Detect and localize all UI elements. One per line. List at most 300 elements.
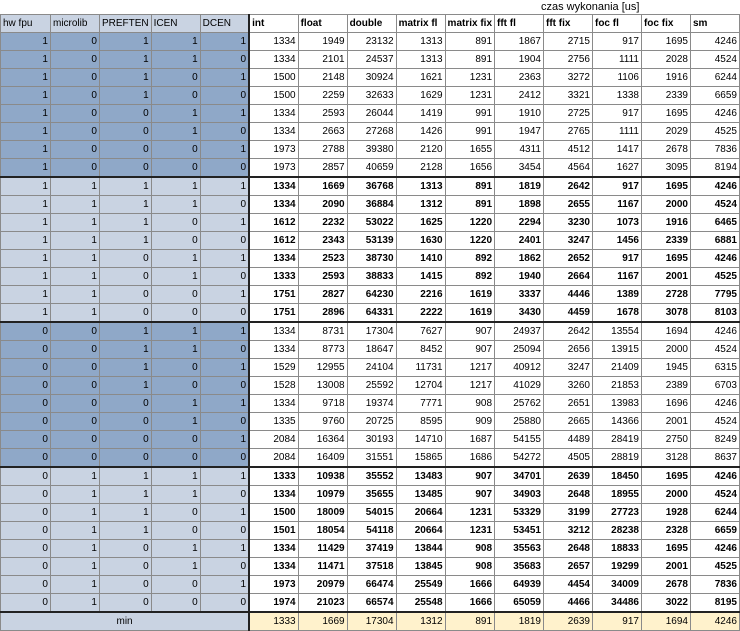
config-cell[interactable]: 0 xyxy=(200,232,249,250)
config-cell[interactable]: 0 xyxy=(200,51,249,69)
value-cell[interactable]: 1819 xyxy=(495,177,544,196)
config-cell[interactable]: 1 xyxy=(1,123,51,141)
value-cell[interactable]: 10979 xyxy=(298,486,347,504)
config-cell[interactable]: 1 xyxy=(50,558,99,576)
value-cell[interactable]: 3212 xyxy=(544,522,593,540)
value-cell[interactable]: 17304 xyxy=(347,322,396,341)
config-cell[interactable]: 1 xyxy=(1,141,51,159)
config-cell[interactable]: 0 xyxy=(99,123,151,141)
value-cell[interactable]: 20725 xyxy=(347,413,396,431)
header-cell-sm[interactable]: sm xyxy=(690,15,739,33)
value-cell[interactable]: 2593 xyxy=(298,105,347,123)
value-cell[interactable]: 6244 xyxy=(690,69,739,87)
value-cell[interactable]: 2678 xyxy=(641,141,690,159)
value-cell[interactable]: 1334 xyxy=(249,105,298,123)
config-cell[interactable]: 0 xyxy=(1,558,51,576)
config-cell[interactable]: 1 xyxy=(50,540,99,558)
value-cell[interactable]: 7836 xyxy=(690,141,739,159)
config-cell[interactable]: 1 xyxy=(50,232,99,250)
config-cell[interactable]: 1 xyxy=(1,268,51,286)
value-cell[interactable]: 2412 xyxy=(495,87,544,105)
config-cell[interactable]: 0 xyxy=(151,214,200,232)
value-cell[interactable]: 1334 xyxy=(249,123,298,141)
config-cell[interactable]: 0 xyxy=(1,594,51,613)
value-cell[interactable]: 4524 xyxy=(690,413,739,431)
config-cell[interactable]: 1 xyxy=(151,413,200,431)
value-cell[interactable]: 1695 xyxy=(641,540,690,558)
value-cell[interactable]: 3128 xyxy=(641,449,690,468)
config-cell[interactable]: 0 xyxy=(151,87,200,105)
config-cell[interactable]: 0 xyxy=(151,377,200,395)
config-cell[interactable]: 0 xyxy=(99,395,151,413)
value-cell[interactable]: 1910 xyxy=(495,105,544,123)
value-cell[interactable]: 12704 xyxy=(396,377,445,395)
min-value-cell[interactable]: 1669 xyxy=(298,612,347,631)
value-cell[interactable]: 11429 xyxy=(298,540,347,558)
value-cell[interactable]: 1333 xyxy=(249,268,298,286)
value-cell[interactable]: 1974 xyxy=(249,594,298,613)
config-cell[interactable]: 0 xyxy=(1,522,51,540)
config-cell[interactable]: 0 xyxy=(99,250,151,268)
value-cell[interactable]: 2678 xyxy=(641,576,690,594)
config-cell[interactable]: 1 xyxy=(200,286,249,304)
config-cell[interactable]: 0 xyxy=(50,322,99,341)
config-cell[interactable]: 1 xyxy=(50,304,99,323)
value-cell[interactable]: 16409 xyxy=(298,449,347,468)
min-value-cell[interactable]: 1312 xyxy=(396,612,445,631)
header-cell-float[interactable]: float xyxy=(298,15,347,33)
header-cell-fft-fl[interactable]: fft fl xyxy=(495,15,544,33)
value-cell[interactable]: 21853 xyxy=(592,377,641,395)
value-cell[interactable]: 891 xyxy=(445,177,494,196)
config-cell[interactable]: 0 xyxy=(50,51,99,69)
value-cell[interactable]: 21023 xyxy=(298,594,347,613)
value-cell[interactable]: 2001 xyxy=(641,268,690,286)
value-cell[interactable]: 4446 xyxy=(544,286,593,304)
config-cell[interactable]: 0 xyxy=(99,286,151,304)
value-cell[interactable]: 66474 xyxy=(347,576,396,594)
config-cell[interactable]: 1 xyxy=(200,141,249,159)
value-cell[interactable]: 1696 xyxy=(641,395,690,413)
config-cell[interactable]: 1 xyxy=(200,214,249,232)
value-cell[interactable]: 1940 xyxy=(495,268,544,286)
config-cell[interactable]: 1 xyxy=(99,504,151,522)
config-cell[interactable]: 0 xyxy=(99,268,151,286)
value-cell[interactable]: 13483 xyxy=(396,467,445,486)
config-cell[interactable]: 1 xyxy=(50,268,99,286)
value-cell[interactable]: 2001 xyxy=(641,558,690,576)
config-cell[interactable]: 1 xyxy=(50,594,99,613)
value-cell[interactable]: 3337 xyxy=(495,286,544,304)
value-cell[interactable]: 1334 xyxy=(249,341,298,359)
config-cell[interactable]: 1 xyxy=(151,395,200,413)
value-cell[interactable]: 1695 xyxy=(641,105,690,123)
config-cell[interactable]: 0 xyxy=(1,504,51,522)
value-cell[interactable]: 12955 xyxy=(298,359,347,377)
value-cell[interactable]: 2001 xyxy=(641,413,690,431)
value-cell[interactable]: 13485 xyxy=(396,486,445,504)
value-cell[interactable]: 1334 xyxy=(249,33,298,51)
value-cell[interactable]: 54118 xyxy=(347,522,396,540)
value-cell[interactable]: 9760 xyxy=(298,413,347,431)
config-cell[interactable]: 0 xyxy=(50,87,99,105)
config-cell[interactable]: 0 xyxy=(50,141,99,159)
value-cell[interactable]: 4246 xyxy=(690,395,739,413)
config-cell[interactable]: 0 xyxy=(151,232,200,250)
value-cell[interactable]: 23132 xyxy=(347,33,396,51)
config-cell[interactable]: 0 xyxy=(50,413,99,431)
config-cell[interactable]: 1 xyxy=(50,486,99,504)
value-cell[interactable]: 38730 xyxy=(347,250,396,268)
value-cell[interactable]: 909 xyxy=(445,413,494,431)
header-cell-icen[interactable]: ICEN xyxy=(151,15,200,33)
value-cell[interactable]: 3022 xyxy=(641,594,690,613)
value-cell[interactable]: 1313 xyxy=(396,177,445,196)
config-cell[interactable]: 1 xyxy=(151,123,200,141)
value-cell[interactable]: 13554 xyxy=(592,322,641,341)
value-cell[interactable]: 1111 xyxy=(592,123,641,141)
value-cell[interactable]: 1916 xyxy=(641,69,690,87)
value-cell[interactable]: 37518 xyxy=(347,558,396,576)
config-cell[interactable]: 0 xyxy=(200,377,249,395)
config-cell[interactable]: 1 xyxy=(99,232,151,250)
value-cell[interactable]: 3247 xyxy=(544,232,593,250)
value-cell[interactable]: 2648 xyxy=(544,486,593,504)
value-cell[interactable]: 64331 xyxy=(347,304,396,323)
value-cell[interactable]: 1501 xyxy=(249,522,298,540)
value-cell[interactable]: 2657 xyxy=(544,558,593,576)
value-cell[interactable]: 1678 xyxy=(592,304,641,323)
value-cell[interactable]: 1867 xyxy=(495,33,544,51)
value-cell[interactable]: 13844 xyxy=(396,540,445,558)
config-cell[interactable]: 1 xyxy=(200,250,249,268)
config-cell[interactable]: 0 xyxy=(151,576,200,594)
config-cell[interactable]: 0 xyxy=(99,141,151,159)
config-cell[interactable]: 0 xyxy=(151,141,200,159)
config-cell[interactable]: 1 xyxy=(1,304,51,323)
value-cell[interactable]: 53451 xyxy=(495,522,544,540)
value-cell[interactable]: 2655 xyxy=(544,196,593,214)
config-cell[interactable]: 1 xyxy=(50,286,99,304)
config-cell[interactable]: 1 xyxy=(200,69,249,87)
config-cell[interactable]: 0 xyxy=(50,377,99,395)
value-cell[interactable]: 1073 xyxy=(592,214,641,232)
config-cell[interactable]: 0 xyxy=(1,395,51,413)
value-cell[interactable]: 1500 xyxy=(249,504,298,522)
value-cell[interactable]: 1528 xyxy=(249,377,298,395)
value-cell[interactable]: 30924 xyxy=(347,69,396,87)
value-cell[interactable]: 8103 xyxy=(690,304,739,323)
config-cell[interactable]: 0 xyxy=(151,431,200,449)
value-cell[interactable]: 1338 xyxy=(592,87,641,105)
header-cell-double[interactable]: double xyxy=(347,15,396,33)
value-cell[interactable]: 7836 xyxy=(690,576,739,594)
config-cell[interactable]: 1 xyxy=(99,69,151,87)
config-cell[interactable]: 1 xyxy=(151,486,200,504)
config-cell[interactable]: 0 xyxy=(50,123,99,141)
value-cell[interactable]: 917 xyxy=(592,105,641,123)
config-cell[interactable]: 1 xyxy=(200,359,249,377)
value-cell[interactable]: 53139 xyxy=(347,232,396,250)
value-cell[interactable]: 1621 xyxy=(396,69,445,87)
value-cell[interactable]: 6881 xyxy=(690,232,739,250)
value-cell[interactable]: 54272 xyxy=(495,449,544,468)
value-cell[interactable]: 34903 xyxy=(495,486,544,504)
value-cell[interactable]: 13008 xyxy=(298,377,347,395)
value-cell[interactable]: 4524 xyxy=(690,196,739,214)
value-cell[interactable]: 7771 xyxy=(396,395,445,413)
value-cell[interactable]: 2389 xyxy=(641,377,690,395)
config-cell[interactable]: 0 xyxy=(99,540,151,558)
config-cell[interactable]: 0 xyxy=(1,431,51,449)
config-cell[interactable]: 1 xyxy=(151,33,200,51)
config-cell[interactable]: 0 xyxy=(50,33,99,51)
value-cell[interactable]: 2028 xyxy=(641,51,690,69)
value-cell[interactable]: 908 xyxy=(445,540,494,558)
config-cell[interactable]: 0 xyxy=(200,449,249,468)
header-cell-foc-fix[interactable]: foc fix xyxy=(641,15,690,33)
value-cell[interactable]: 2401 xyxy=(495,232,544,250)
value-cell[interactable]: 41029 xyxy=(495,377,544,395)
value-cell[interactable]: 1695 xyxy=(641,177,690,196)
min-value-cell[interactable]: 4246 xyxy=(690,612,739,631)
config-cell[interactable]: 1 xyxy=(151,268,200,286)
value-cell[interactable]: 2000 xyxy=(641,341,690,359)
value-cell[interactable]: 2725 xyxy=(544,105,593,123)
value-cell[interactable]: 1410 xyxy=(396,250,445,268)
value-cell[interactable]: 8249 xyxy=(690,431,739,449)
value-cell[interactable]: 25880 xyxy=(495,413,544,431)
config-cell[interactable]: 0 xyxy=(200,196,249,214)
config-cell[interactable]: 0 xyxy=(151,304,200,323)
config-cell[interactable]: 0 xyxy=(50,159,99,178)
config-cell[interactable]: 1 xyxy=(1,69,51,87)
config-cell[interactable]: 1 xyxy=(99,377,151,395)
value-cell[interactable]: 64939 xyxy=(495,576,544,594)
min-value-cell[interactable]: 1694 xyxy=(641,612,690,631)
value-cell[interactable]: 2651 xyxy=(544,395,593,413)
value-cell[interactable]: 21409 xyxy=(592,359,641,377)
config-cell[interactable]: 0 xyxy=(99,431,151,449)
value-cell[interactable]: 2857 xyxy=(298,159,347,178)
value-cell[interactable]: 25549 xyxy=(396,576,445,594)
value-cell[interactable]: 1695 xyxy=(641,250,690,268)
value-cell[interactable]: 1656 xyxy=(445,159,494,178)
value-cell[interactable]: 2652 xyxy=(544,250,593,268)
value-cell[interactable]: 1167 xyxy=(592,196,641,214)
value-cell[interactable]: 1334 xyxy=(249,322,298,341)
value-cell[interactable]: 4454 xyxy=(544,576,593,594)
value-cell[interactable]: 907 xyxy=(445,322,494,341)
value-cell[interactable]: 8731 xyxy=(298,322,347,341)
value-cell[interactable]: 2642 xyxy=(544,322,593,341)
config-cell[interactable]: 1 xyxy=(1,105,51,123)
value-cell[interactable]: 907 xyxy=(445,486,494,504)
config-cell[interactable]: 1 xyxy=(1,196,51,214)
config-cell[interactable]: 1 xyxy=(1,51,51,69)
config-cell[interactable]: 0 xyxy=(50,69,99,87)
value-cell[interactable]: 1947 xyxy=(495,123,544,141)
value-cell[interactable]: 66574 xyxy=(347,594,396,613)
config-cell[interactable]: 1 xyxy=(99,359,151,377)
value-cell[interactable]: 1334 xyxy=(249,540,298,558)
value-cell[interactable]: 2343 xyxy=(298,232,347,250)
value-cell[interactable]: 8637 xyxy=(690,449,739,468)
header-cell-matrix-fix[interactable]: matrix fix xyxy=(445,15,494,33)
value-cell[interactable]: 1973 xyxy=(249,159,298,178)
config-cell[interactable]: 0 xyxy=(99,159,151,178)
value-cell[interactable]: 1945 xyxy=(641,359,690,377)
value-cell[interactable]: 1655 xyxy=(445,141,494,159)
config-cell[interactable]: 0 xyxy=(1,540,51,558)
config-cell[interactable]: 1 xyxy=(200,467,249,486)
value-cell[interactable]: 53329 xyxy=(495,504,544,522)
config-cell[interactable]: 0 xyxy=(151,159,200,178)
value-cell[interactable]: 24104 xyxy=(347,359,396,377)
value-cell[interactable]: 4525 xyxy=(690,123,739,141)
value-cell[interactable]: 1231 xyxy=(445,87,494,105)
config-cell[interactable]: 1 xyxy=(50,467,99,486)
value-cell[interactable]: 13983 xyxy=(592,395,641,413)
value-cell[interactable]: 18054 xyxy=(298,522,347,540)
value-cell[interactable]: 2128 xyxy=(396,159,445,178)
config-cell[interactable]: 0 xyxy=(151,359,200,377)
value-cell[interactable]: 8452 xyxy=(396,341,445,359)
value-cell[interactable]: 2639 xyxy=(544,467,593,486)
value-cell[interactable]: 2665 xyxy=(544,413,593,431)
value-cell[interactable]: 1167 xyxy=(592,268,641,286)
value-cell[interactable]: 34009 xyxy=(592,576,641,594)
value-cell[interactable]: 11731 xyxy=(396,359,445,377)
value-cell[interactable]: 4524 xyxy=(690,51,739,69)
value-cell[interactable]: 1456 xyxy=(592,232,641,250)
config-cell[interactable]: 0 xyxy=(99,105,151,123)
value-cell[interactable]: 1220 xyxy=(445,232,494,250)
min-value-cell[interactable]: 2639 xyxy=(544,612,593,631)
value-cell[interactable]: 16364 xyxy=(298,431,347,449)
value-cell[interactable]: 19299 xyxy=(592,558,641,576)
config-cell[interactable]: 0 xyxy=(200,594,249,613)
config-cell[interactable]: 0 xyxy=(151,449,200,468)
value-cell[interactable]: 15865 xyxy=(396,449,445,468)
config-cell[interactable]: 0 xyxy=(200,413,249,431)
config-cell[interactable]: 1 xyxy=(99,214,151,232)
value-cell[interactable]: 35552 xyxy=(347,467,396,486)
value-cell[interactable]: 3272 xyxy=(544,69,593,87)
value-cell[interactable]: 20979 xyxy=(298,576,347,594)
config-cell[interactable]: 1 xyxy=(99,87,151,105)
value-cell[interactable]: 4246 xyxy=(690,322,739,341)
value-cell[interactable]: 18833 xyxy=(592,540,641,558)
value-cell[interactable]: 32633 xyxy=(347,87,396,105)
config-cell[interactable]: 1 xyxy=(151,177,200,196)
value-cell[interactable]: 2259 xyxy=(298,87,347,105)
header-cell-microlib[interactable]: microlib xyxy=(50,15,99,33)
value-cell[interactable]: 1231 xyxy=(445,69,494,87)
value-cell[interactable]: 54155 xyxy=(495,431,544,449)
config-cell[interactable]: 0 xyxy=(151,69,200,87)
value-cell[interactable]: 36884 xyxy=(347,196,396,214)
value-cell[interactable]: 1973 xyxy=(249,576,298,594)
value-cell[interactable]: 4524 xyxy=(690,341,739,359)
value-cell[interactable]: 1619 xyxy=(445,304,494,323)
config-cell[interactable]: 1 xyxy=(151,467,200,486)
config-cell[interactable]: 1 xyxy=(200,105,249,123)
value-cell[interactable]: 24937 xyxy=(495,322,544,341)
value-cell[interactable]: 2663 xyxy=(298,123,347,141)
config-cell[interactable]: 1 xyxy=(200,177,249,196)
value-cell[interactable]: 1751 xyxy=(249,304,298,323)
config-cell[interactable]: 0 xyxy=(99,304,151,323)
value-cell[interactable]: 10938 xyxy=(298,467,347,486)
value-cell[interactable]: 27268 xyxy=(347,123,396,141)
value-cell[interactable]: 1217 xyxy=(445,377,494,395)
value-cell[interactable]: 13845 xyxy=(396,558,445,576)
config-cell[interactable]: 0 xyxy=(200,87,249,105)
value-cell[interactable]: 3260 xyxy=(544,377,593,395)
value-cell[interactable]: 2084 xyxy=(249,449,298,468)
value-cell[interactable]: 892 xyxy=(445,250,494,268)
value-cell[interactable]: 1627 xyxy=(592,159,641,178)
value-cell[interactable]: 1949 xyxy=(298,33,347,51)
config-cell[interactable]: 1 xyxy=(200,504,249,522)
config-cell[interactable]: 0 xyxy=(99,558,151,576)
config-cell[interactable]: 1 xyxy=(99,33,151,51)
config-cell[interactable]: 1 xyxy=(200,33,249,51)
value-cell[interactable]: 54015 xyxy=(347,504,396,522)
config-cell[interactable]: 1 xyxy=(151,341,200,359)
config-cell[interactable]: 0 xyxy=(99,576,151,594)
value-cell[interactable]: 9718 xyxy=(298,395,347,413)
config-cell[interactable]: 1 xyxy=(1,214,51,232)
value-cell[interactable]: 18450 xyxy=(592,467,641,486)
config-cell[interactable]: 1 xyxy=(50,522,99,540)
header-cell-matrix-fl[interactable]: matrix fl xyxy=(396,15,445,33)
config-cell[interactable]: 1 xyxy=(200,322,249,341)
config-cell[interactable]: 0 xyxy=(200,522,249,540)
value-cell[interactable]: 7627 xyxy=(396,322,445,341)
value-cell[interactable]: 1313 xyxy=(396,33,445,51)
value-cell[interactable]: 8595 xyxy=(396,413,445,431)
value-cell[interactable]: 4466 xyxy=(544,594,593,613)
config-cell[interactable]: 0 xyxy=(1,486,51,504)
config-cell[interactable]: 0 xyxy=(1,576,51,594)
value-cell[interactable]: 1419 xyxy=(396,105,445,123)
value-cell[interactable]: 917 xyxy=(592,33,641,51)
value-cell[interactable]: 2084 xyxy=(249,431,298,449)
config-cell[interactable]: 0 xyxy=(200,558,249,576)
value-cell[interactable]: 8195 xyxy=(690,594,739,613)
value-cell[interactable]: 6703 xyxy=(690,377,739,395)
config-cell[interactable]: 0 xyxy=(151,286,200,304)
value-cell[interactable]: 19374 xyxy=(347,395,396,413)
value-cell[interactable]: 2715 xyxy=(544,33,593,51)
value-cell[interactable]: 2029 xyxy=(641,123,690,141)
value-cell[interactable]: 1106 xyxy=(592,69,641,87)
header-cell-fft-fix[interactable]: fft fix xyxy=(544,15,593,33)
config-cell[interactable]: 1 xyxy=(1,250,51,268)
config-cell[interactable]: 1 xyxy=(50,250,99,268)
value-cell[interactable]: 2101 xyxy=(298,51,347,69)
value-cell[interactable]: 1500 xyxy=(249,69,298,87)
value-cell[interactable]: 1334 xyxy=(249,558,298,576)
value-cell[interactable]: 28819 xyxy=(592,449,641,468)
value-cell[interactable]: 3230 xyxy=(544,214,593,232)
value-cell[interactable]: 892 xyxy=(445,268,494,286)
config-cell[interactable]: 0 xyxy=(200,123,249,141)
config-cell[interactable]: 0 xyxy=(50,105,99,123)
config-cell[interactable]: 1 xyxy=(151,105,200,123)
